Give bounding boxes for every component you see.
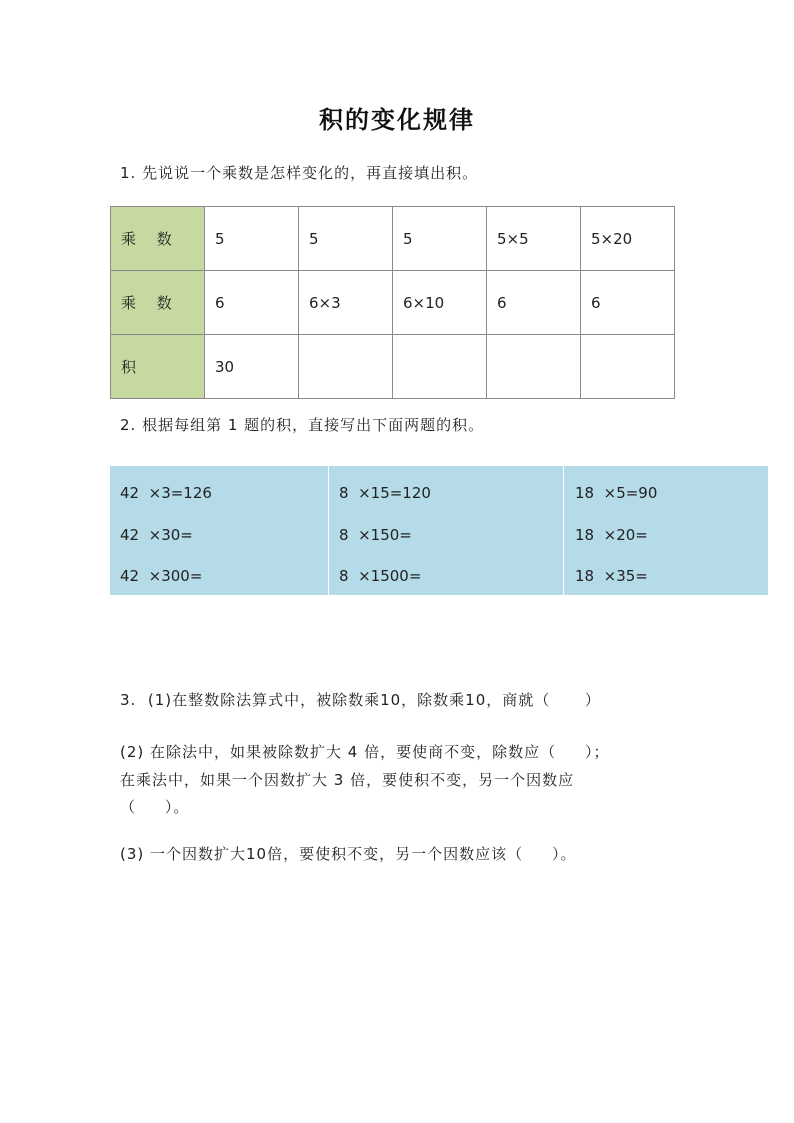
table-cell: 6 [581, 271, 675, 335]
question-2-prompt: 2. 根据每组第 1 题的积，直接写出下面两题的积。 [120, 416, 485, 434]
exercise-example: 42 ×3=126 [120, 484, 212, 502]
row-header: 积 [111, 335, 205, 399]
exercise-example: 8 ×15=120 [339, 484, 431, 502]
row-header: 乘 数 [111, 271, 205, 335]
answer-cell[interactable] [299, 335, 393, 399]
row-header: 乘 数 [111, 207, 205, 271]
answer-cell[interactable] [393, 335, 487, 399]
question-3-part-2: (2) 在除法中，如果被除数扩大 4 倍，要使商不变，除数应（ ）； [120, 743, 610, 761]
exercise-example: 18 ×5=90 [575, 484, 658, 502]
exercise-box [110, 466, 768, 595]
exercise-item: 42 ×300= [120, 567, 203, 585]
exercise-item: 8 ×150= [339, 526, 412, 544]
exercise-group-3 [563, 466, 768, 595]
question-3-part-1: 3. (1)在整数除法算式中，被除数乘10，除数乘10，商就（ ） [120, 691, 601, 709]
table-cell: 5 [205, 207, 299, 271]
question-3-part-3: (3) 一个因数扩大10倍，要使积不变，另一个因数应该（ ）。 [120, 845, 577, 863]
table-cell: 5 [393, 207, 487, 271]
exercise-item: 8 ×1500= [339, 567, 422, 585]
table-cell: 6 [205, 271, 299, 335]
table-cell: 5×20 [581, 207, 675, 271]
table-cell: 6×10 [393, 271, 487, 335]
question-1-prompt: 1. 先说说一个乘数是怎样变化的，再直接填出积。 [120, 164, 479, 182]
exercise-item: 18 ×35= [575, 567, 648, 585]
table-cell: 5 [299, 207, 393, 271]
table-cell: 30 [205, 335, 299, 399]
table-cell: 6×3 [299, 271, 393, 335]
answer-cell[interactable] [487, 335, 581, 399]
exercise-item: 42 ×30= [120, 526, 193, 544]
question-3-part-2-cont: 在乘法中，如果一个因数扩大 3 倍，要使积不变，另一个因数应 [120, 771, 575, 789]
table-row [111, 335, 675, 399]
table-cell: 6 [487, 271, 581, 335]
answer-cell[interactable] [581, 335, 675, 399]
page-title: 积的变化规律 [319, 105, 475, 134]
table-row [111, 271, 675, 335]
table-row [111, 207, 675, 271]
question-3-part-2-blank: （ ）。 [120, 798, 190, 816]
table-cell: 5×5 [487, 207, 581, 271]
multiplication-table [110, 206, 675, 399]
exercise-item: 18 ×20= [575, 526, 648, 544]
exercise-group-1 [110, 466, 328, 595]
exercise-group-2 [328, 466, 563, 595]
